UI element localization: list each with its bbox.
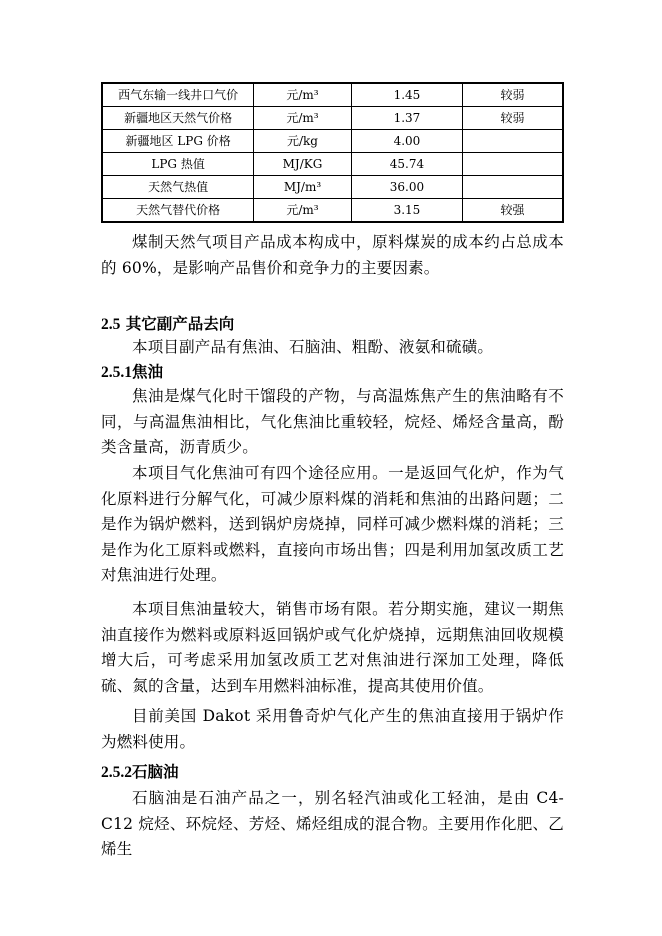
table-row (102, 153, 563, 176)
paragraph: 焦油是煤气化时干馏段的产物，与高温炼焦产生的焦油略有不同，与高温焦油相比，气化焦油比重较轻，烷烃、烯烃含量高，酚类含量高，沥青质少。 (101, 387, 564, 456)
table-cell-name: 新疆地区 LPG 价格 (102, 130, 254, 153)
paragraph: 本项目焦油量较大，销售市场有限。若分期实施，建议一期焦油直接作为燃料或原料返回锅炉或气化炉烧掉，远期焦油回收规模增大后，可考虑采用加氢改质工艺对焦油进行深加工处理，降低硫、氮的含量，达到车用燃料油标准，提高其使用价值。 (101, 600, 564, 695)
table-cell-unit: 元/m³ (254, 83, 352, 107)
table-cell-note: 较弱 (463, 83, 563, 107)
table-cell-unit: MJ/KG (254, 153, 352, 176)
table-row (102, 83, 563, 107)
paragraph: 目前美国 Dakot 采用鲁奇炉气化产生的焦油直接用于锅炉作为燃料使用。 (101, 707, 564, 751)
section-heading-2-5-1 (101, 359, 163, 385)
table-cell-note (463, 130, 563, 153)
section-intro: 本项目副产品有焦油、石脑油、粗酚、液氨和硫磺。 (132, 338, 494, 356)
section-heading-2-5-2 (101, 759, 179, 785)
section-number: 2.5 (101, 316, 121, 333)
section-title: 石脑油 (132, 762, 179, 781)
section-heading-2-5 (101, 311, 234, 337)
table-cell-unit: 元/m³ (254, 107, 352, 130)
table-cell-value: 1.45 (351, 83, 462, 107)
table-cell-name: 天然气替代价格 (102, 199, 254, 223)
table-cell-value: 36.00 (351, 176, 462, 199)
table-cell-note (463, 176, 563, 199)
section-title: 其它副产品去向 (125, 314, 235, 333)
table-cell-note: 较弱 (463, 107, 563, 130)
price-table (101, 82, 564, 223)
table-cell-value: 3.15 (351, 199, 462, 223)
paragraph: 本项目气化焦油可有四个途径应用。一是返回气化炉，作为气化原料进行分解气化，可减少原料煤的消耗和焦油的出路问题；二是作为锅炉燃料，送到锅炉房烧掉，同样可减少燃料煤的消耗；三是作为化工原料或燃料，直接向市场出售；四是利用加氢改质工艺对焦油进行处理。 (101, 464, 564, 584)
table-row (102, 199, 563, 223)
section-number: 2.5.1 (101, 364, 132, 381)
section-number: 2.5.2 (101, 764, 132, 781)
table-cell-name: 西气东输一线井口气价 (102, 83, 254, 107)
table-cell-name: LPG 热值 (102, 153, 254, 176)
cost-paragraph: 煤制天然气项目产品成本构成中，原料煤炭的成本约占总成本的 60%，是影响产品售价和竞争力的主要因素。 (101, 233, 564, 277)
section-title: 焦油 (132, 362, 164, 381)
table-cell-note (463, 153, 563, 176)
table-row (102, 176, 563, 199)
table-cell-value: 4.00 (351, 130, 462, 153)
table-cell-note: 较强 (463, 199, 563, 223)
paragraph: 石脑油是石油产品之一，别名轻汽油或化工轻油，是由 C4-C12 烷烃、环烷烃、芳烃、烯烃组成的混合物。主要用作化肥、乙烯生 (101, 789, 564, 858)
table-cell-unit: MJ/m³ (254, 176, 352, 199)
table-cell-name: 新疆地区天然气价格 (102, 107, 254, 130)
table-cell-unit: 元/m³ (254, 199, 352, 223)
table-cell-value: 45.74 (351, 153, 462, 176)
table-row (102, 130, 563, 153)
table-cell-unit: 元/kg (254, 130, 352, 153)
table-cell-value: 1.37 (351, 107, 462, 130)
table-cell-name: 天然气热值 (102, 176, 254, 199)
table-row (102, 107, 563, 130)
